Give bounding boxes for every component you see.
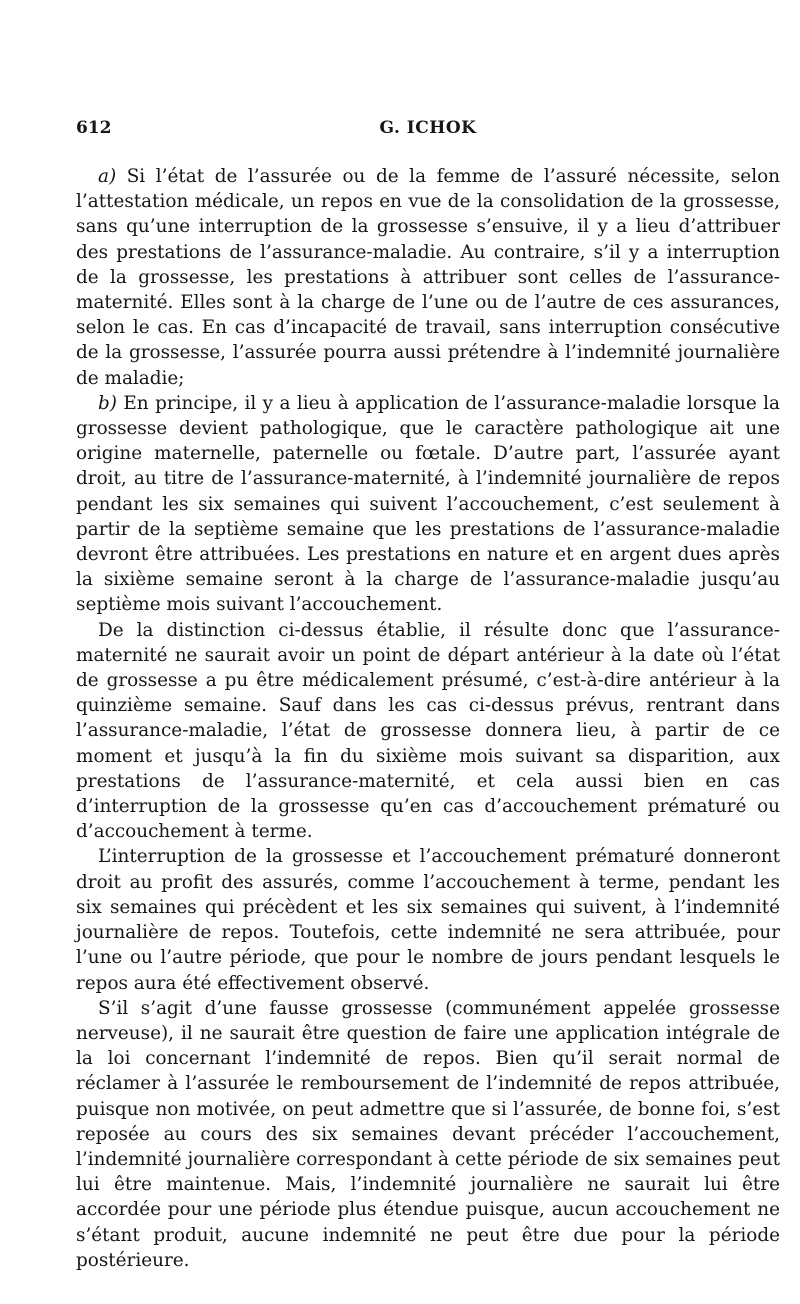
running-head bbox=[76, 118, 780, 148]
book-page bbox=[76, 118, 780, 1273]
body-text bbox=[76, 164, 780, 1273]
paragraph-false-pregnancy bbox=[76, 996, 780, 1273]
paragraph-label: b) bbox=[98, 392, 117, 414]
paragraph-maternity-start bbox=[76, 618, 780, 845]
paragraph-label: a) bbox=[98, 166, 117, 187]
paragraph-a bbox=[76, 164, 780, 391]
paragraph-text: En principe, il y a lieu à application de l’assurance-maladie lorsque la grossesse devient pathologique, que le caractère pathologique ait une origine maternelle, paternelle ou fœtale. D’autre part, l’assurée ayant droit, au titre de l’assurance-maternité, à l’indemnité journalière de repos pendant les six semaines qui suivent l’accouchement, c’est seulement à partir de la septième semaine que les prestations de l’assurance-maladie devront être attribuées. Les prestations en nature et en argent dues après la sixième semaine seront à la charge de l’assurance-maladie jusqu’au septième mois suivant l’accouchement. bbox=[76, 392, 780, 616]
paragraph-premature-birth bbox=[76, 844, 780, 995]
paragraph-b bbox=[76, 391, 780, 618]
paragraph-text: S’il s’agit d’une fausse grossesse (communément appelée grossesse nerveuse), il ne saurait être question de faire une application intégrale de la loi concernant l’indemnité de repos. Bien qu’il serait normal de réclamer à l’assurée le remboursement de l’indemnité de repos attribuée, puisque non motivée, on peut admettre que si l’assurée, de bonne foi, s’est reposée au cours des six semaines devant précéder l’accouchement, l’indemnité journalière correspondant à cette période de six semaines peut lui être maintenue. Mais, l’indemnité journalière ne saurait lui être accordée pour une période plus étendue puisque, aucun accouchement ne s’étant produit, aucune indemnité ne peut être due pour la période postérieure. bbox=[76, 997, 780, 1271]
running-title: G. ICHOK bbox=[379, 118, 477, 138]
paragraph-text: L’interruption de la grossesse et l’accouchement prématuré donneront droit au profit des assurés, comme l’accouchement à terme, pendant les six semaines qui précèdent et les six semaines qui suivent, à l’indemnité journalière de repos. Toutefois, cette indemnité ne sera attribuée, pour l’une ou l’autre période, que pour le nombre de jours pendant lesquels le repos aura été effectivement observé. bbox=[76, 846, 780, 994]
paragraph-text: Si l’état de l’assurée ou de la femme de l’assuré nécessite, selon l’attestation médicale, un repos en vue de la consolidation de la grossesse, sans qu’une interruption de la grossesse s’ensuive, il y a lieu d’attribuer des prestations de l’assurance-maladie. Au contraire, s’il y a interruption de la grossesse, les prestations à attribuer sont celles de l’assurance-maternité. Elles sont à la charge de l’une ou de l’autre de ces assurances, selon le cas. En cas d’incapacité de travail, sans interruption consécutive de la grossesse, l’assurée pourra aussi prétendre à l’indemnité journalière de maladie; bbox=[76, 166, 780, 389]
paragraph-text: De la distinction ci-dessus établie, il résulte donc que l’assurance-maternité ne saurait avoir un point de départ antérieur à la date où l’état de grossesse a pu être médicalement présumé, c’est-à-dire antérieur à la quinzième semaine. Sauf dans les cas ci-dessus prévus, rentrant dans l’assurance-maladie, l’état de grossesse donnera lieu, à partir de ce moment et jusqu’à la fin du sixième mois suivant sa disparition, aux prestations de l’assurance-maternité, et cela aussi bien en cas d’interruption de la grossesse qu’en cas d’accouchement prématuré ou d’accouchement à terme. bbox=[76, 619, 780, 843]
page-number: 612 bbox=[76, 118, 112, 138]
